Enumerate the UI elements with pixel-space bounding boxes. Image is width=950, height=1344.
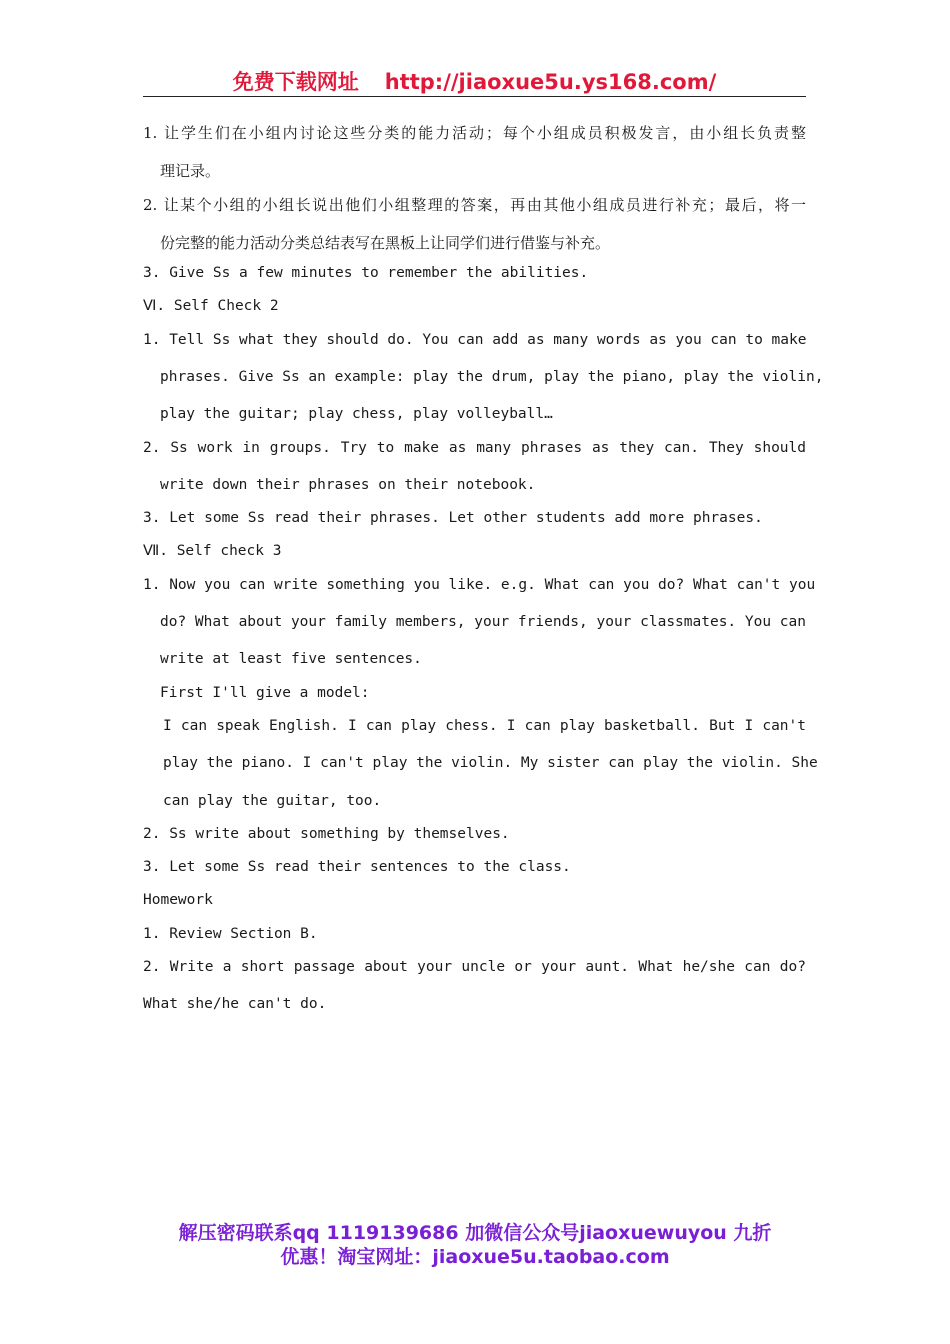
body-line-7: 1. Tell Ss what they should do. You can add as many words as you can to make: [143, 332, 807, 348]
body-line-22: 3. Let some Ss read their sentences to the class.: [143, 859, 571, 875]
body-line-9: play the guitar; play chess, play volleyball…: [160, 406, 553, 422]
body-line-10: 2. Ss work in groups. Try to make as many phrases as they can. They should: [143, 440, 806, 456]
body-line-26: What she/he can't do.: [143, 996, 327, 1012]
body-line-3: 2. 让某个小组的小组长说出他们小组整理的答案，再由其他小组成员进行补充；最后，将一: [143, 196, 806, 214]
body-line-16: write at least five sentences.: [160, 651, 422, 667]
body-line-21: 2. Ss write about something by themselves.: [143, 826, 510, 842]
body-line-20: can play the guitar, too.: [163, 793, 382, 809]
header-site-url[interactable]: http://jiaoxue5u.ys168.com/: [384, 70, 717, 94]
body-line-25: 2. Write a short passage about your uncle or your aunt. What he/she can do?: [143, 959, 806, 975]
body-line-15: do? What about your family members, your friends, your classmates. You can: [160, 614, 807, 630]
body-line-14: 1. Now you can write something you like. e.g. What can you do? What can't you: [143, 577, 816, 593]
body-line-1: 1. 让学生们在小组内讨论这些分类的能力活动；每个小组成员积极发言，由小组长负责整: [143, 124, 806, 142]
footer-line-2: 优惠！淘宝网址：jiaoxue5u.taobao.com: [280, 1246, 670, 1268]
body-line-17: First I'll give a model:: [160, 685, 370, 701]
section-heading-self-check-2: Ⅵ. Self Check 2: [143, 298, 279, 314]
header-site-label: 免费下载网址: [232, 70, 359, 94]
body-line-18: I can speak English. I can play chess. I can play basketball. But I can't: [163, 718, 806, 734]
body-line-2: 理记录。: [160, 162, 221, 180]
body-line-19: play the piano. I can't play the violin. My sister can play the violin. She: [163, 755, 818, 771]
body-line-11: write down their phrases on their notebook.: [160, 477, 536, 493]
body-line-24: 1. Review Section B.: [143, 926, 318, 942]
body-line-4: 份完整的能力活动分类总结表写在黑板上让同学们进行借鉴与补充。: [160, 234, 611, 252]
body-line-12: 3. Let some Ss read their phrases. Let other students add more phrases.: [143, 510, 763, 526]
page-header: [143, 66, 806, 97]
body-line-5: 3. Give Ss a few minutes to remember the abilities.: [143, 265, 589, 281]
body-line-8: phrases. Give Ss an example: play the drum, play the piano, play the violin,: [160, 369, 824, 385]
footer-line-1: 解压密码联系qq 1119139686 加微信公众号jiaoxuewuyou 九折: [178, 1222, 772, 1244]
section-heading-homework: Homework: [143, 892, 213, 908]
section-heading-self-check-3: Ⅶ. Self check 3: [143, 543, 282, 559]
